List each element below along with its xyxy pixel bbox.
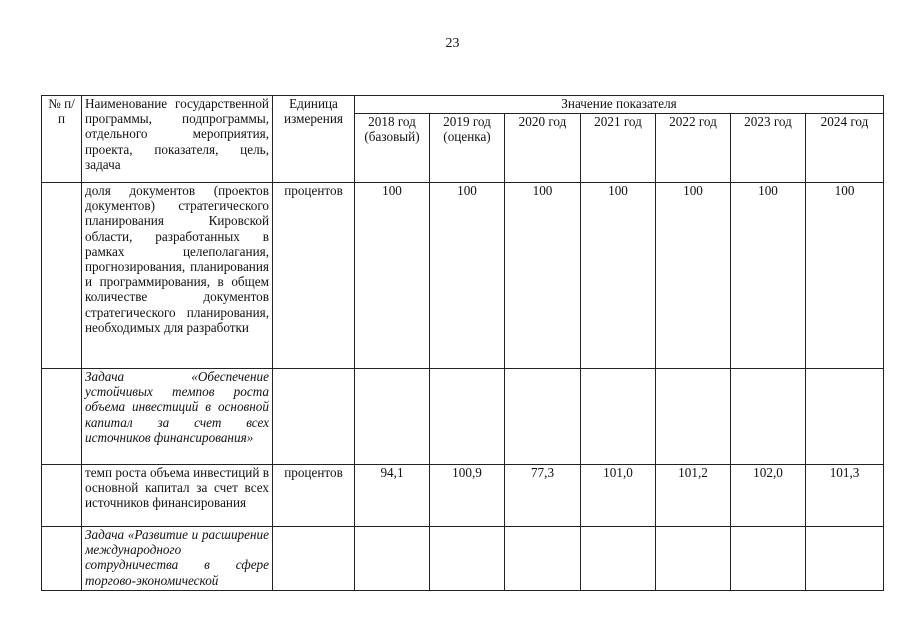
header-name: Наименование государственной программы, подпрограммы, отдельного мероприятия, проекта, показателя, цель, задача — [82, 96, 273, 183]
row-value-2023: 102,0 — [731, 465, 806, 527]
header-year-2019: 2019 год (оценка) — [430, 114, 505, 183]
header-year-2023: 2023 год — [731, 114, 806, 183]
row-value-2018 — [355, 527, 430, 591]
header-year-2020: 2020 год — [505, 114, 581, 183]
row-value-2018: 94,1 — [355, 465, 430, 527]
row-value-2019: 100 — [430, 183, 505, 369]
table-row-task — [42, 369, 884, 465]
row-value-2022: 100 — [656, 183, 731, 369]
row-num — [42, 369, 82, 465]
row-num — [42, 183, 82, 369]
indicators-table — [41, 95, 884, 591]
row-value-2021 — [581, 527, 656, 591]
row-value-2020 — [505, 369, 581, 465]
task-name: Задача «Развитие и расширение международного сотрудничества в сфере торгово-экономической — [82, 527, 273, 591]
row-num — [42, 465, 82, 527]
row-name: доля документов (проектов документов) стратегического планирования Кировской области, разработанных в рамках целеполагания, прогнозирования, планирования и программирования, в общем количестве документов стратегического планирования, необходимых для разработки — [82, 183, 273, 369]
row-value-2024 — [806, 527, 884, 591]
row-num — [42, 527, 82, 591]
row-value-2020: 77,3 — [505, 465, 581, 527]
row-name: темп роста объема инвестиций в основной капитал за счет всех источников финансирования — [82, 465, 273, 527]
row-value-2022 — [656, 369, 731, 465]
page-number: 23 — [445, 36, 460, 51]
row-value-2019 — [430, 369, 505, 465]
row-value-2022 — [656, 527, 731, 591]
header-year-2024: 2024 год — [806, 114, 884, 183]
row-unit: процентов — [273, 183, 355, 369]
row-unit: процентов — [273, 465, 355, 527]
table-row-task — [42, 527, 884, 591]
row-value-2024 — [806, 369, 884, 465]
row-value-2023 — [731, 369, 806, 465]
header-value-group: Значение показателя — [355, 96, 884, 114]
row-value-2021 — [581, 369, 656, 465]
row-value-2020: 100 — [505, 183, 581, 369]
row-value-2018 — [355, 369, 430, 465]
table-row — [42, 465, 884, 527]
row-value-2024: 100 — [806, 183, 884, 369]
header-year-2022: 2022 год — [656, 114, 731, 183]
row-value-2023: 100 — [731, 183, 806, 369]
row-value-2019 — [430, 527, 505, 591]
row-value-2024: 101,3 — [806, 465, 884, 527]
row-value-2019: 100,9 — [430, 465, 505, 527]
task-name: Задача «Обеспечение устойчивых темпов роста объема инвестиций в основной капитал за счет всех источников финансирования» — [82, 369, 273, 465]
header-num: № п/п — [42, 96, 82, 183]
row-unit — [273, 527, 355, 591]
row-value-2018: 100 — [355, 183, 430, 369]
header-year-2021: 2021 год — [581, 114, 656, 183]
row-value-2022: 101,2 — [656, 465, 731, 527]
header-row-1 — [42, 96, 884, 114]
header-year-2018: 2018 год (базовый) — [355, 114, 430, 183]
row-unit — [273, 369, 355, 465]
row-value-2021: 100 — [581, 183, 656, 369]
row-value-2021: 101,0 — [581, 465, 656, 527]
row-value-2020 — [505, 527, 581, 591]
header-unit: Единица измерения — [273, 96, 355, 183]
table-row — [42, 183, 884, 369]
row-value-2023 — [731, 527, 806, 591]
